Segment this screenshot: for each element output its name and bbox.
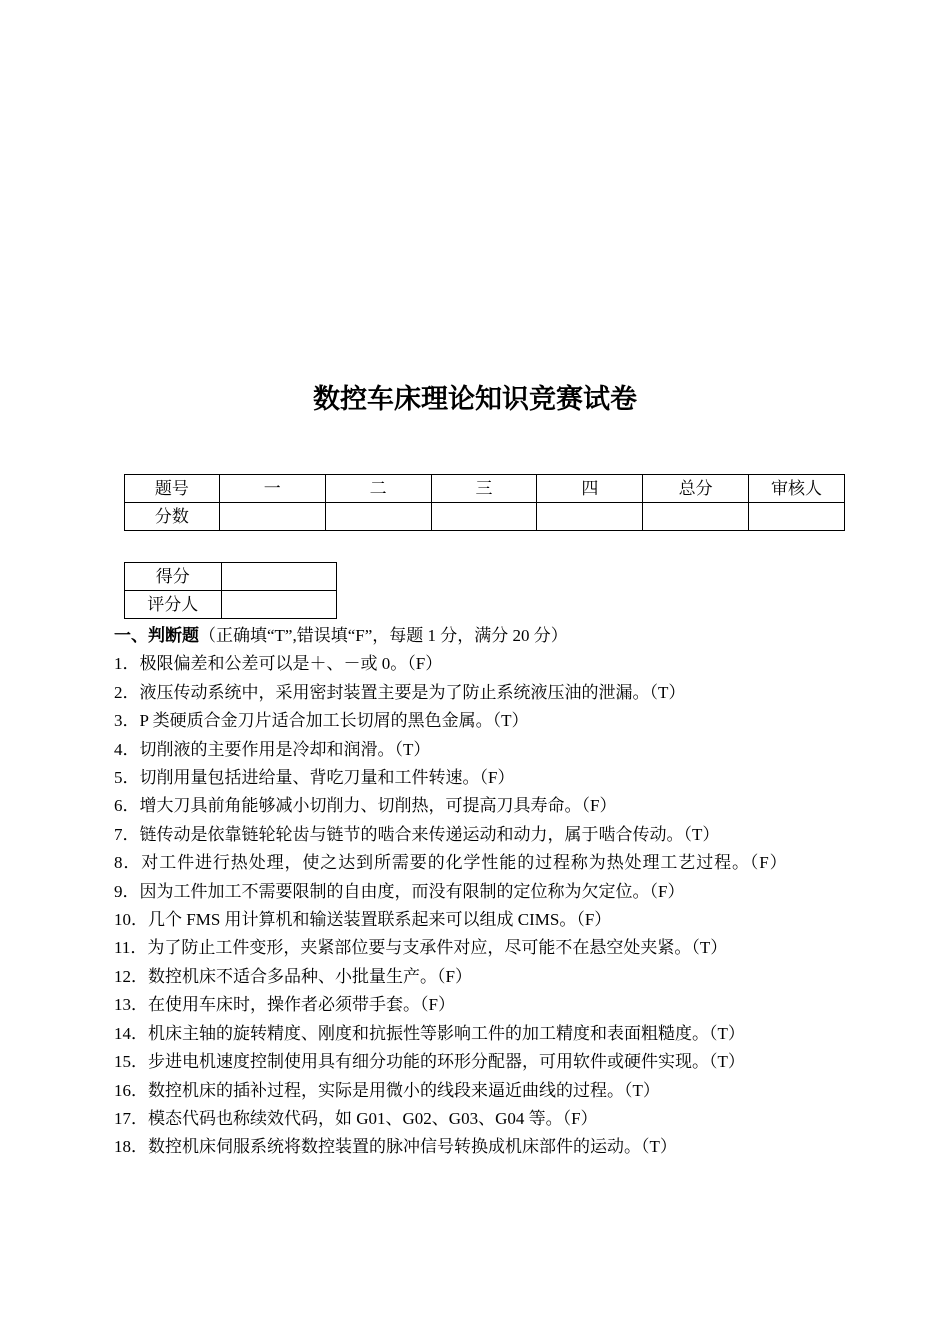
- question-item: 12．数控机床不适合多品种、小批量生产。（F）: [114, 966, 472, 986]
- score-table-header-cell: 三: [431, 475, 537, 503]
- score-input-cell[interactable]: [431, 503, 537, 531]
- score-input-cell[interactable]: [643, 503, 749, 531]
- grader-name-input-cell[interactable]: [221, 591, 336, 619]
- question-item: 6．增大刀具前角能够减小切削力、切削热，可提高刀具寿命。（F）: [114, 796, 617, 816]
- score-input-cell[interactable]: [749, 503, 845, 531]
- question-item: 3．P 类硬质合金刀片适合加工长切屑的黑色金属。（T）: [114, 711, 529, 731]
- score-table-header-cell: 四: [537, 475, 643, 503]
- score-row-label: 分数: [125, 503, 220, 531]
- question-item: 11．为了防止工件变形，夹紧部位要与支承件对应，尽可能不在悬空处夹紧。（T）: [114, 938, 728, 958]
- score-table-header-cell: 二: [325, 475, 431, 503]
- question-item: 2．液压传动系统中，采用密封装置主要是为了防止系统液压油的泄漏。（T）: [114, 682, 686, 702]
- score-table-header-cell: 审核人: [749, 475, 845, 503]
- question-item: 13．在使用车床时，操作者必须带手套。（F）: [114, 995, 455, 1015]
- section-instruction: （正确填“T”,错误填“F”，每题 1 分，满分 20 分）: [199, 626, 568, 645]
- question-item: 8．对工件进行热处理，使之达到所需要的化学性能的过程称为热处理工艺过程。（F）: [114, 853, 788, 873]
- grader-name-row: [125, 591, 337, 619]
- question-item: 5．切削用量包括进给量、背吃刀量和工件转速。（F）: [114, 768, 515, 788]
- score-table-score-row: [125, 503, 845, 531]
- question-item: 18．数控机床伺服系统将数控装置的脉冲信号转换成机床部件的运动。（T）: [114, 1137, 677, 1157]
- question-item: 15．步进电机速度控制使用具有细分功能的环形分配器，可用软件或硬件实现。（T）: [114, 1052, 745, 1072]
- grader-table: [124, 562, 337, 619]
- section-one-true-false: [114, 622, 834, 1162]
- score-table-header-row: [125, 475, 845, 503]
- grader-score-label: 得分: [125, 563, 222, 591]
- grader-name-label: 评分人: [125, 591, 222, 619]
- score-table-header-cell: 一: [219, 475, 325, 503]
- question-item: 14．机床主轴的旋转精度、刚度和抗振性等影响工件的加工精度和表面粗糙度。（T）: [114, 1023, 745, 1043]
- question-item: 1．极限偏差和公差可以是＋、－或 0。（F）: [114, 654, 443, 674]
- question-item: 17．模态代码也称续效代码，如 G01、G02、G03、G04 等。（F）: [114, 1108, 598, 1128]
- section-heading-line: [114, 622, 834, 650]
- question-item: 4．切削液的主要作用是冷却和润滑。（T）: [114, 739, 431, 759]
- score-summary-table: [124, 474, 845, 531]
- score-input-cell[interactable]: [219, 503, 325, 531]
- score-input-cell[interactable]: [537, 503, 643, 531]
- exam-title: 数控车床理论知识竞赛试卷: [313, 384, 637, 414]
- score-table-header-cell: 总分: [643, 475, 749, 503]
- question-item: 9．因为工件加工不需要限制的自由度，而没有限制的定位称为欠定位。（F）: [114, 881, 685, 901]
- grader-score-row: [125, 563, 337, 591]
- section-heading: 一、判断题: [114, 626, 199, 645]
- question-item: 10．几个 FMS 用计算机和输送装置联系起来可以组成 CIMS。（F）: [114, 910, 612, 930]
- score-input-cell[interactable]: [325, 503, 431, 531]
- score-table-header-cell: 题号: [125, 475, 220, 503]
- grader-score-input-cell[interactable]: [221, 563, 336, 591]
- question-item: 16．数控机床的插补过程，实际是用微小的线段来逼近曲线的过程。（T）: [114, 1080, 660, 1100]
- question-item: 7．链传动是依靠链轮轮齿与链节的啮合来传递运动和动力，属于啮合传动。（T）: [114, 824, 720, 844]
